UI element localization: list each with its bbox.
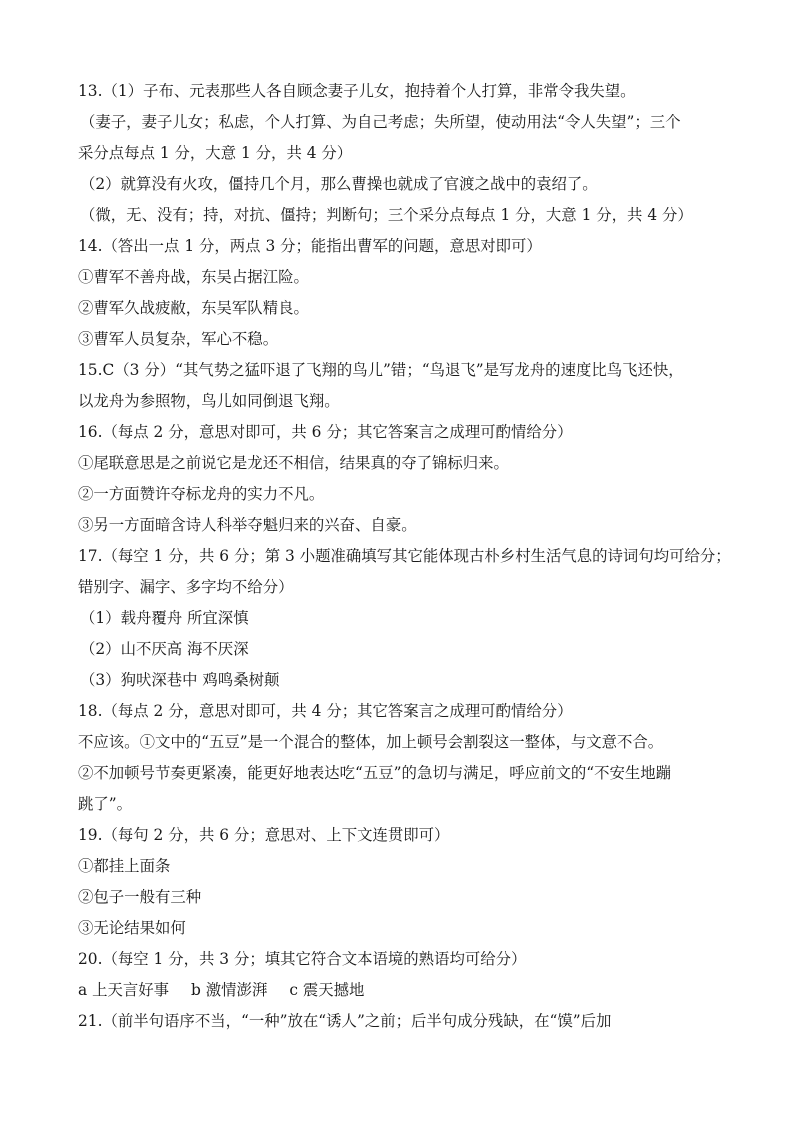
q19-item-1: ①都挂上面条 xyxy=(78,857,171,875)
q16-point-2: ②一方面赞许夺标龙舟的实力不凡。 xyxy=(78,485,325,503)
q14-point-2: ②曹军久战疲敝，东吴军队精良。 xyxy=(78,299,309,317)
q17-item-3: （3）狗吠深巷中 鸡鸣桑树颠 xyxy=(80,671,280,689)
q13-part1-note-cont: 采分点每点 1 分，大意 1 分，共 4 分） xyxy=(78,144,353,162)
q20-answer-b: b 激情澎湃 xyxy=(191,981,268,999)
q20-answers xyxy=(78,975,718,1006)
q17-header: 17.（每空 1 分，共 6 分；第 3 小题准确填写其它能体现古朴乡村生活气息的诗词句均可给分； xyxy=(78,547,731,565)
q20-answer-c: c 震天撼地 xyxy=(289,981,365,999)
q18-answer-2-cont: 跳了”。 xyxy=(78,795,133,813)
q13-part1-note: （妻子，妻子儿女；私虑，个人打算、为自己考虑；失所望，使动用法“令人失望”；三个 xyxy=(80,113,681,131)
q21-header: 21.（前半句语序不当，“一种”放在“诱人”之前；后半句成分残缺，在“馍”后加 xyxy=(78,1012,612,1030)
answer-document xyxy=(78,76,731,1037)
q19-item-3: ③无论结果如何 xyxy=(78,919,186,937)
q18-answer-2: ②不加顿号节奏更紧凑，能更好地表达吃“五豆”的急切与满足，呼应前文的“不安生地蹦 xyxy=(78,764,672,782)
q13-part2: （2）就算没有火攻，僵持几个月，那么曹操也就成了官渡之战中的袁绍了。 xyxy=(80,175,598,193)
q18-answer-1: 不应该。①文中的“五豆”是一个混合的整体，加上顿号会割裂这一整体，与文意不合。 xyxy=(78,733,664,751)
q15-answer: 15.C（3 分）“其气势之猛吓退了飞翔的鸟儿”错；“鸟退飞”是写龙舟的速度比鸟飞还快， xyxy=(78,361,684,379)
q13-part2-note: （微，无、没有；持，对抗、僵持；判断句；三个采分点每点 1 分，大意 1 分，共 4 分） xyxy=(80,206,693,224)
q15-answer-cont: 以龙舟为参照物，鸟儿如同倒退飞翔。 xyxy=(78,392,340,410)
q16-point-3: ③另一方面暗含诗人科举夺魁归来的兴奋、自豪。 xyxy=(78,516,417,534)
q17-header-cont: 错别字、漏字、多字均不给分） xyxy=(78,578,294,596)
q14-header: 14.（答出一点 1 分，两点 3 分；能指出曹军的问题，意思对即可） xyxy=(78,237,542,255)
q20-answer-a: a 上天言好事 xyxy=(78,981,170,999)
q19-item-2: ②包子一般有三种 xyxy=(78,888,202,906)
q17-item-1: （1）载舟覆舟 所宜深慎 xyxy=(80,609,249,627)
q16-point-1: ①尾联意思是之前说它是龙还不相信，结果真的夺了锦标归来。 xyxy=(78,454,509,472)
q14-point-3: ③曹军人员复杂，军心不稳。 xyxy=(78,330,279,348)
q14-point-1: ①曹军不善舟战，东吴占据江险。 xyxy=(78,268,309,286)
q13-part1: 13.（1）子布、元表那些人各自顾念妻子儿女，抱持着个人打算，非常令我失望。 xyxy=(78,82,636,100)
q16-header: 16.（每点 2 分，意思对即可，共 6 分；其它答案言之成理可酌情给分） xyxy=(78,423,573,441)
q20-header: 20.（每空 1 分，共 3 分；填其它符合文本语境的熟语均可给分） xyxy=(78,950,527,968)
q19-header: 19.（每句 2 分，共 6 分；意思对、上下文连贯即可） xyxy=(78,826,450,844)
q17-item-2: （2）山不厌高 海不厌深 xyxy=(80,640,249,658)
q18-header: 18.（每点 2 分，意思对即可，共 4 分；其它答案言之成理可酌情给分） xyxy=(78,702,573,720)
